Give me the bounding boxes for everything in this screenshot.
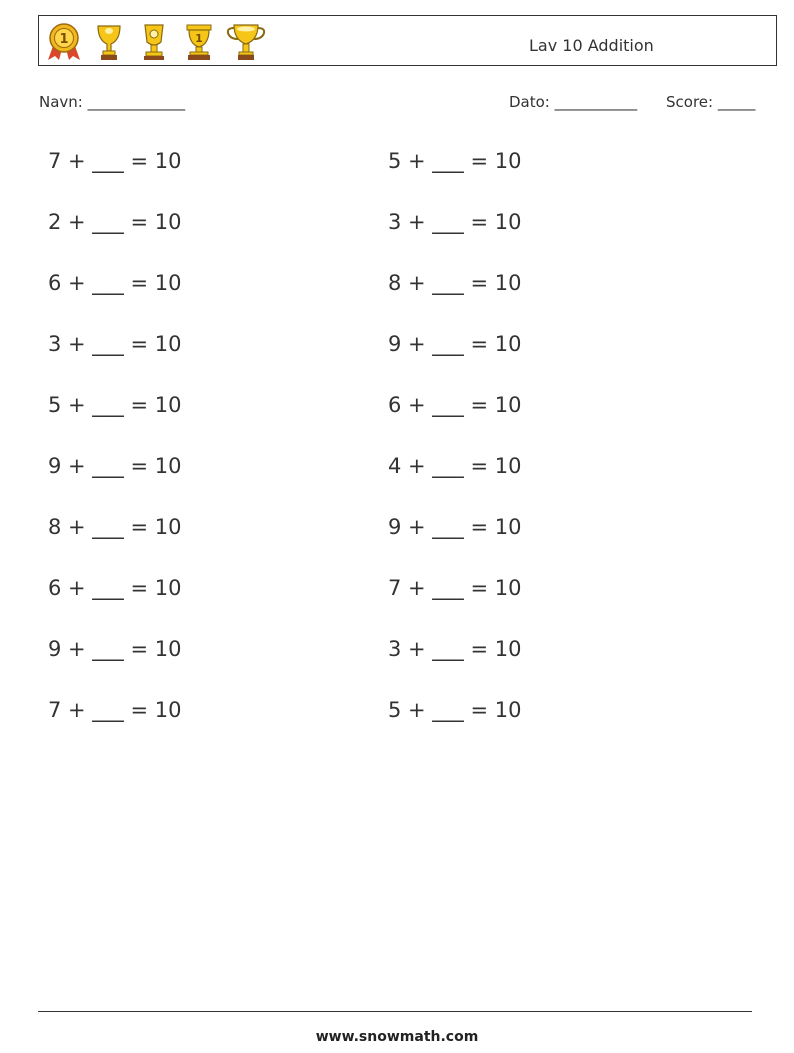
svg-text:1: 1 [59,32,69,47]
footer-url: www.snowmath.com [315,1029,479,1045]
problem-right-4: 9 + ___ = 10 [388,332,522,356]
problem-left-5: 5 + ___ = 10 [48,393,182,417]
problem-right-8: 7 + ___ = 10 [388,576,522,600]
problem-left-2: 2 + ___ = 10 [48,210,182,234]
problem-left-7: 8 + ___ = 10 [48,515,182,539]
problem-left-3: 6 + ___ = 10 [48,271,182,295]
problem-right-10: 5 + ___ = 10 [388,698,522,722]
problem-left-10: 7 + ___ = 10 [48,698,182,722]
problem-left-8: 6 + ___ = 10 [48,576,182,600]
problem-right-3: 8 + ___ = 10 [388,271,522,295]
problem-left-1: 7 + ___ = 10 [48,149,182,173]
problem-left-6: 9 + ___ = 10 [48,454,182,478]
trophy-icon [180,22,218,62]
date-field: Dato: ___________ [509,93,638,111]
footer-divider [38,1011,752,1012]
trophy-icon [225,22,267,62]
problem-left-9: 9 + ___ = 10 [48,637,182,661]
worksheet-title: Lav 10 Addition [529,36,654,55]
icon-row [45,20,267,64]
problem-right-9: 3 + ___ = 10 [388,637,522,661]
problem-right-1: 5 + ___ = 10 [388,149,522,173]
problem-right-6: 4 + ___ = 10 [388,454,522,478]
problem-left-4: 3 + ___ = 10 [48,332,182,356]
medal-icon [45,22,83,62]
name-field: Navn: _____________ [39,93,186,111]
problem-right-7: 9 + ___ = 10 [388,515,522,539]
trophy-icon [90,22,128,62]
svg-text:1: 1 [195,32,203,45]
score-field: Score: _____ [666,93,756,111]
problem-right-5: 6 + ___ = 10 [388,393,522,417]
header-box [38,15,777,66]
problem-right-2: 3 + ___ = 10 [388,210,522,234]
trophy-icon [135,22,173,62]
